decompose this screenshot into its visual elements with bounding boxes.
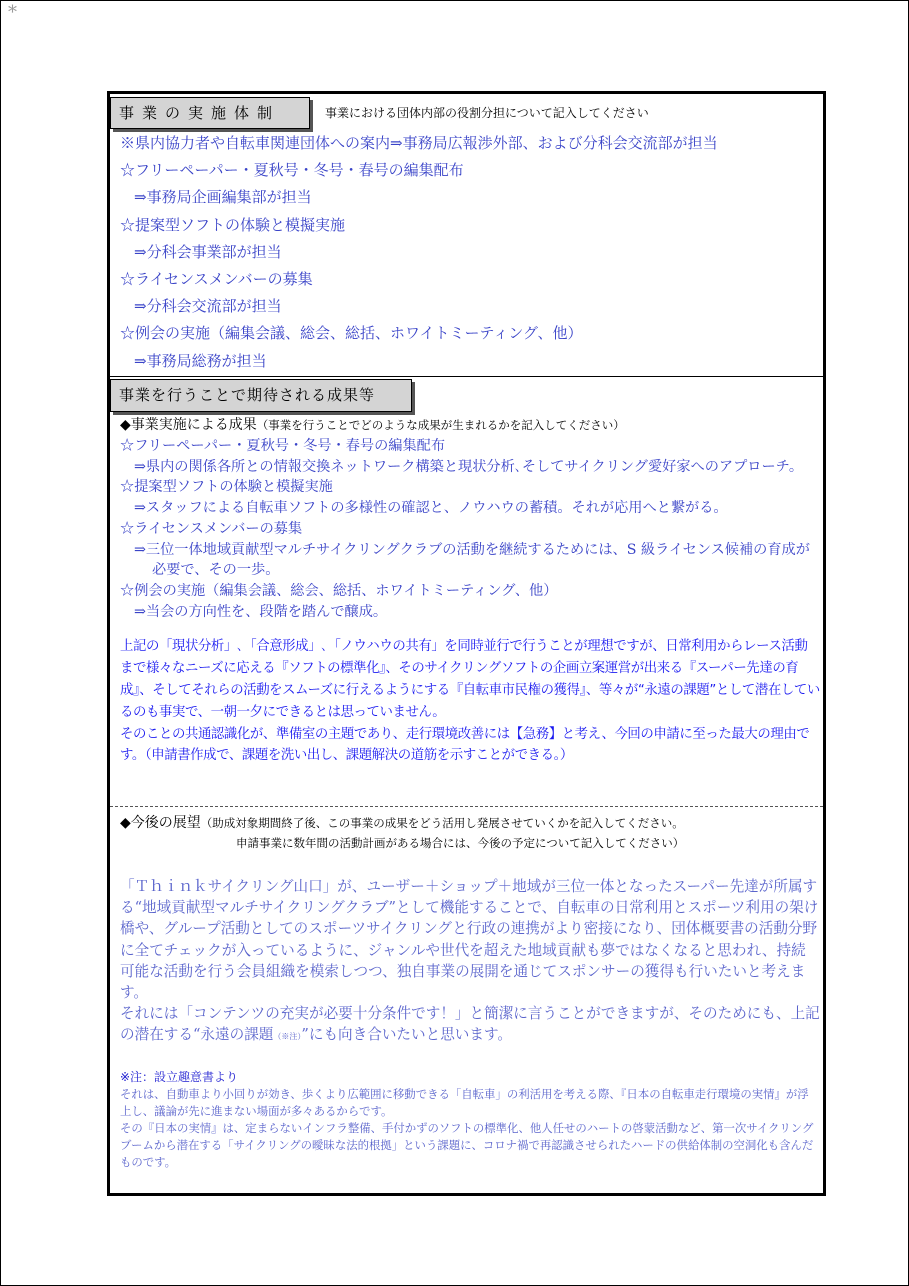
outcome-item: ☆ライセンスメンバーの募集 bbox=[120, 520, 303, 537]
outcome-item: ☆フリーペーパー・夏秋号・冬号・春号の編集配布 bbox=[120, 438, 446, 454]
outlook-paragraph bbox=[120, 1003, 820, 1047]
outlook-subtitle-note: （助成対象期間終了後、この事業の成果をどう活用し発展させていくかを記入してください。 bbox=[200, 816, 684, 830]
implementation-line: ⇒分科会事業部が担当 bbox=[134, 242, 282, 261]
outcomes-summary bbox=[120, 636, 820, 767]
outcomes-list bbox=[120, 436, 820, 622]
implementation-line: ⇒分科会交流部が担当 bbox=[134, 297, 282, 316]
footnote-text: その『日本の実情』は、定まらないインフラ整備、手付かずのソフトの標準化、他人任せのハートの啓蒙活動など、第一次サイクリングブームから潜在する「サイクリングの曖昧な法的根拠」という課題に、コロナ禍で再認識させられたハードの供給体制の空洞化も含んだものです。 bbox=[120, 1120, 814, 1169]
implementation-line: ☆フリーペーパー・夏秋号・冬号・春号の編集配布 bbox=[120, 161, 464, 180]
implementation-line: ☆例会の実施（編集会議、総会、総括、ホワイトミーティング、他） bbox=[120, 324, 583, 343]
outlook-subtitle-text: ◆今後の展望 bbox=[120, 815, 201, 831]
implementation-line: ⇒事務局総務が担当 bbox=[134, 351, 267, 370]
form-box bbox=[107, 91, 826, 1196]
outcomes-subtitle bbox=[120, 414, 820, 436]
outcome-item: ☆例会の実施（編集会議、総会、総括、ホワイトミーティング、他） bbox=[120, 582, 558, 599]
section-divider bbox=[110, 376, 823, 377]
outcome-item: ☆提案型ソフトの体験と模擬実施 bbox=[120, 479, 333, 496]
section-header-outcomes: 事業を行うことで期待される成果等 bbox=[110, 379, 412, 412]
summary-paragraph: そのことの共通認識化が、準備室の主題であり、走行環境改善には【急務】と考え、今回の申請に至った最大の理由です。（申請書作成で、課題を洗い出し、課題解決の道筋を示すことができる。） bbox=[120, 726, 810, 764]
asterisk-icon: * bbox=[8, 2, 17, 23]
implementation-line: ※県内協力者や自転車関連団体への案内⇒事務局広報渉外部、および分科会交流部が担当 bbox=[120, 134, 718, 152]
implementation-line: ☆提案型ソフトの体験と模擬実施 bbox=[120, 215, 346, 234]
section-divider-dotted bbox=[110, 806, 823, 807]
outlook-paragraph-text: ”にも向き合いたいと思います。 bbox=[301, 1026, 513, 1044]
outlook-subtitle bbox=[120, 812, 820, 834]
implementation-line: ☆ライセンスメンバーの募集 bbox=[120, 269, 313, 288]
section-note-implementation: 事業における団体内部の役割分担について記入してください bbox=[325, 106, 649, 120]
outlook-paragraph: 「Ｔｈｉｎｋサイクリング山口」が、ユーザー＋ショップ＋地域が三位一体となったスーパー先達が所属する“地域貢献型マルチサイクリングクラブ”として機能することで、自転車の日常利用とスポーツ利用の架け橋や、グループ活動としてのスポーツサイクリングと行政の連携がより密接になり、団体概要書の活動分野に全てチェックが入っているように、ジャンルや世代を超えた地域貢献も夢ではなくなると思われ、持続可能な活動を行う会員組織を模索しつつ、独自事業の展開を通じてスポンサーの獲得も行いたいと考えます。 bbox=[120, 878, 819, 1002]
footnote-reference: （※注） bbox=[273, 1032, 302, 1042]
summary-paragraph: 上記の「現状分析」､「合意形成」､「ノウハウの共有」を同時並行で行うことが理想ですが、日常利用からレース活動まで様々なニーズに応える『ソフトの標準化』、そのサイクリングソフトの企画立案運営が出来る『スーパー先達の育成』、そしてそれらの活動をスムーズに行えるようにする『自転車市民権の獲得』、等々が“永遠の課題”として潜在しているのも事実で、一朝一夕にできるとは思っていません。 bbox=[120, 639, 820, 720]
implementation-list bbox=[120, 130, 820, 375]
outcomes-subtitle-note: （事業を行うことでどのような成果が生まれるかを記入してください） bbox=[256, 418, 625, 432]
outcome-item: ⇒スタッフによる自転車ソフトの多様性の確認と、ノウハウの蓄積。それが応用へと繋がる。 bbox=[134, 500, 728, 517]
outlook-body bbox=[120, 812, 820, 1171]
outcomes-subtitle-text: ◆事業実施による成果 bbox=[120, 417, 257, 433]
footnote-text: それは、自動車より小回りが効き、歩くより広範囲に移動できる「自転車」の利活用を考える際、『日本の自転車走行環境の実情』が浮上し、議論が先に進まない場面が多々あるからです。 bbox=[120, 1086, 809, 1118]
implementation-line: ⇒事務局企画編集部が担当 bbox=[134, 188, 312, 207]
outcome-item: ⇒三位一体地域貢献型マルチサイクリングクラブの活動を継続するためには、S 級ライセンス候補の育成が必要で、その一歩。 bbox=[134, 541, 810, 579]
outcome-item: ⇒当会の方向性を、段階を踏んで醸成。 bbox=[134, 603, 388, 620]
outcome-item: ⇒県内の関係各所との情報交換ネットワーク構築と現状分析､そしてサイクリング愛好家へのアプローチ。 bbox=[134, 458, 804, 475]
outcomes-body bbox=[120, 414, 820, 767]
outlook-subtitle-note-2: 申請事業に数年間の活動計画がある場合には、今後の予定について記入してください） bbox=[236, 836, 685, 850]
section-header-implementation: 事業の実施体制 bbox=[110, 97, 310, 129]
outlook-paragraph-text: それには「コンテンツの充実が必要十分条件です！」と簡潔に言うことができますが、そのためにも、上記の潜在する“永遠の課題 bbox=[120, 1005, 820, 1044]
footnote-title: ※注：設立趣意書より bbox=[120, 1069, 239, 1084]
